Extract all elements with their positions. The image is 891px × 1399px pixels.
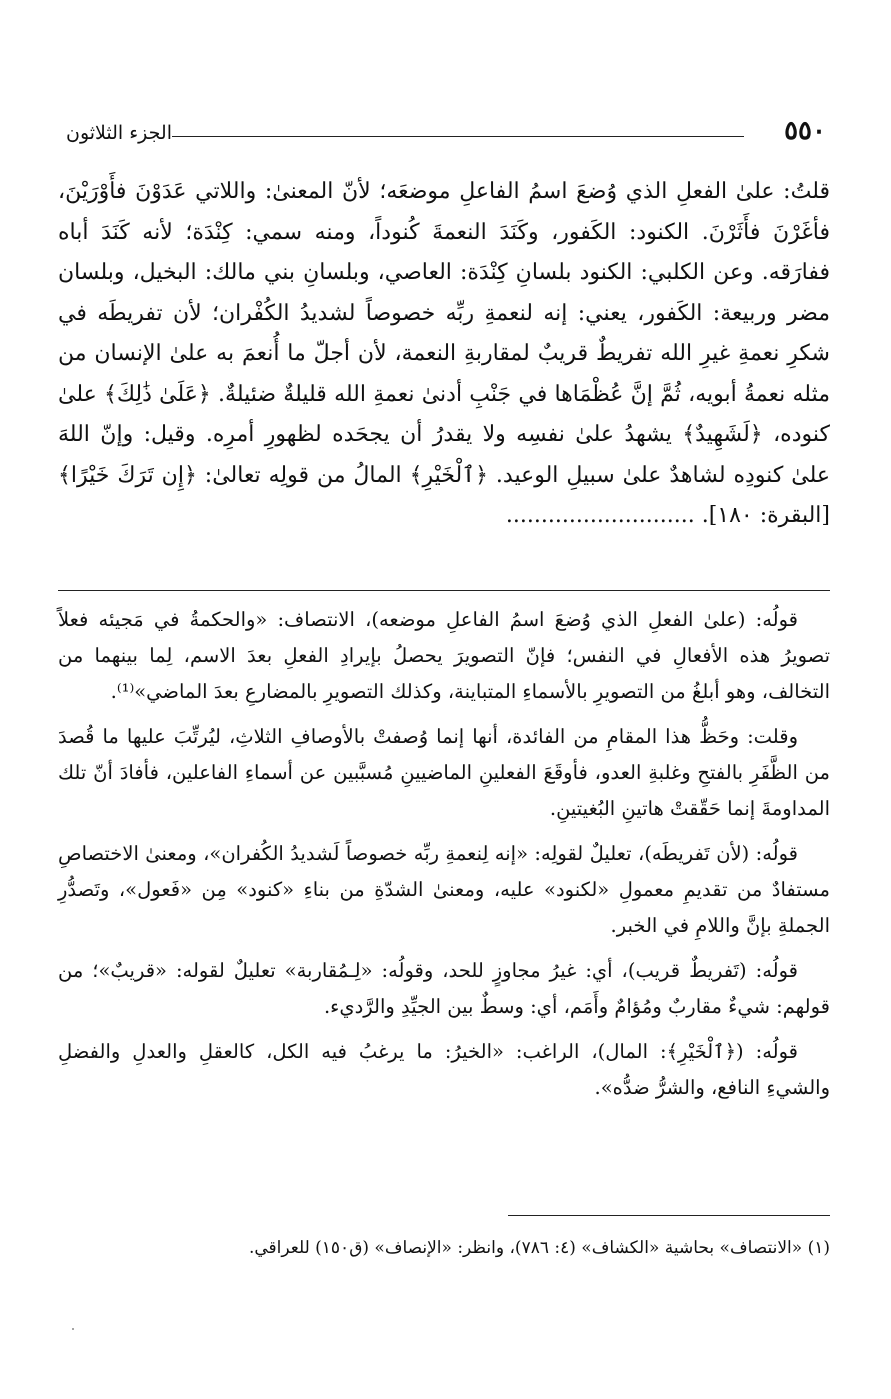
header-rule bbox=[172, 136, 744, 137]
footnote: (١) «الانتصاف» بحاشية «الكشاف» (٤: ٧٨٦)، وانظر: «الإنصاف» (ق١٥٠) للعراقي. bbox=[248, 1238, 830, 1258]
commentary bbox=[58, 602, 830, 1115]
footnote-rule bbox=[508, 1215, 830, 1216]
main-text bbox=[58, 172, 830, 537]
commentary-paragraph: قولُه: (لأن تَفريطَه)، تعليلٌ لقولِه: «إنه لِنعمةِ ربِّه خصوصاً لَشديدُ الكُفران»، ومعنىٰ الاختصاصِ مستفادٌ من تقديمِ معمولِ «لكنود» عليه، ومعنىٰ الشدّةِ من بناءِ «كنود» مِن «فَعول»، وتَصدُّرِ الجملةِ بإنَّ واللامِ في الخبر. bbox=[58, 842, 830, 937]
commentary-paragraph: قولُه: (علىٰ الفعلِ الذي وُضعَ اسمُ الفاعلِ موضعه)، الانتصاف: «والحكمةُ في مَجيئه فعلاً تصويرُ هذه الأفعالِ في النفس؛ فإنّ التصويرَ يحصلُ بإيرادِ الفعلِ بعدَ الاسم، لِما بينهما من التخالف، وهو أبلغُ من التصويرِ بالأسماءِ المتباينة، وكذلك التصويرِ بالمضارعِ بعدَ الماضي»⁽¹⁾. bbox=[58, 608, 830, 703]
commentary-paragraph: قولُه: (﴿ٱلْخَيْرِ﴾: المال)، الراغب: «الخيرُ: ما يرغبُ فيه الكل، كالعقلِ والعدلِ والفضلِ والشيءِ النافع، والشرُّ ضدُّه». bbox=[58, 1040, 830, 1099]
running-title: الجزء الثلاثون bbox=[66, 122, 172, 144]
page-header bbox=[66, 116, 826, 156]
scan-speck bbox=[72, 1328, 74, 1330]
commentary-paragraph: وقلت: وحَظُّ هذا المقامِ من الفائدة، أنها إنما وُصفتْ بالأوصافِ الثلاثِ، ليُرتِّبَ عليها ما قُصدَ من الظَّفَرِ بالفتحِ وغلبةِ العدو، فأوقَعَ الفعلينِ الماضيينِ مُسبَّبين عن أسماءِ الفاعلين، فأفادَ أنّ تلك المداومةَ إنما حَقّقتْ هاتينِ البُغيتينِ. bbox=[58, 725, 830, 820]
page-number: ٥٥٠ bbox=[784, 116, 826, 146]
section-divider bbox=[58, 590, 830, 591]
main-paragraph: قلتُ: علىٰ الفعلِ الذي وُضعَ اسمُ الفاعلِ موضعَه؛ لأنّ المعنىٰ: واللاتي عَدَوْنَ فأَوْرَيْنَ، فأغَرْنَ فأَثَرْنَ. الكنود: الكَفور، وكَنَدَ النعمةَ كُنوداً، ومنه سمي: كِنْدَة؛ لأنه كَنَدَ أباه ففارَقه. وعن الكلبي: الكنود بلسانِ كِنْدَة: العاصي، وبلسانِ بني مالك: البخيل، وبلسان مضر وربيعة: الكَفور، يعني: إنه لنعمةِ ربِّه خصوصاً لشديدُ الكُفْران؛ لأن تفريطَه في شكرِ نعمةِ غيرِ الله تفريطٌ قريبٌ لمقاربةِ النعمة، لأن أجلّ ما أُنعمَ به علىٰ الإنسان من مثله نعمةُ أبويه، ثُمَّ إنَّ عُظْمَاها في جَنْبِ أدنىٰ نعمةِ الله قليلةٌ ضئيلةٌ. ﴿عَلَىٰ ذَٰلِكَ﴾ علىٰ كنوده، ﴿لَشَهِيدٌ﴾ يشهدُ علىٰ نفسِه ولا يقدرُ أن يجحَده لظهورِ أمرِه. وقيل: وإنّ اللهَ علىٰ كنودِه لشاهدٌ علىٰ سبيلِ الوعيد. ﴿ٱلْخَيْرِ﴾ المالُ من قولِه تعالىٰ: ﴿إِن تَرَكَ خَيْرًا﴾ [البقرة: ١٨٠]. ........................... bbox=[58, 179, 830, 528]
commentary-paragraph: قولُه: (تَفريطٌ قريب)، أي: غيرُ مجاوزٍ للحد، وقولُه: «لِـمُقاربة» تعليلٌ لقوله: «قريبٌ»؛ من قولهم: شيءٌ مقاربٌ ومُؤامٌ وأَمَم، أي: وسطٌ بين الجيِّدِ والرَّديء. bbox=[58, 959, 830, 1018]
